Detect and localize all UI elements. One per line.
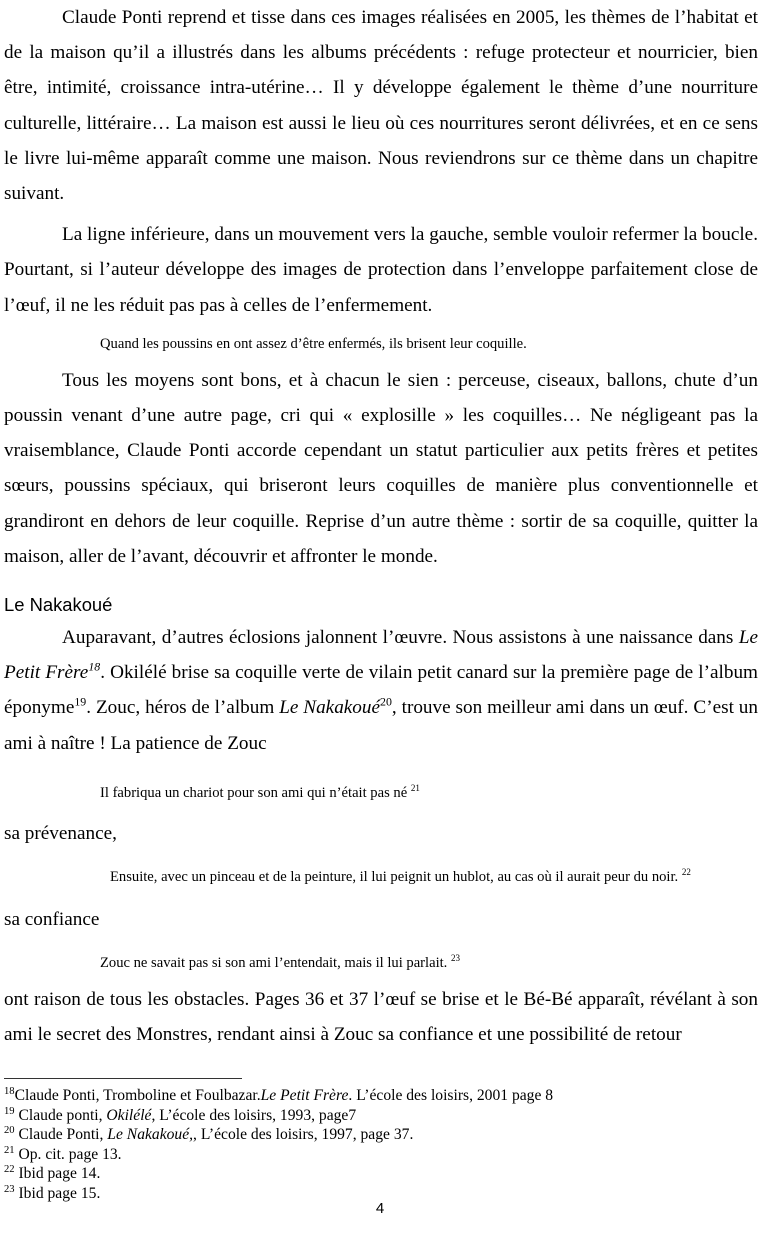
footnote-text-before: Op. cit. page 13. bbox=[14, 1145, 122, 1163]
footnote-ref-18[interactable]: 18 bbox=[88, 659, 101, 674]
spacer bbox=[4, 806, 758, 816]
spacer bbox=[4, 937, 758, 951]
paragraph-4-part-a: Auparavant, d’autres éclosions jalonnent l’œuvre. Nous assistons à une naissance dans bbox=[62, 627, 739, 649]
paragraph-2: La ligne inférieure, dans un mouvement vers la gauche, semble vouloir refermer la boucle. Pourtant, si l’auteur développe des images de protection dans l’enveloppe parfaitement close de l’œuf, il ne les réduit pas pas à celles de l’enfermement. bbox=[4, 224, 758, 316]
block-quote-3 bbox=[4, 865, 758, 890]
section-heading-le-nakakoue: Le Nakakoué bbox=[4, 594, 113, 616]
footnote-ref-19[interactable]: 19 bbox=[74, 695, 87, 710]
block-quote-4 bbox=[4, 951, 758, 976]
footnote-marker: 18 bbox=[4, 1085, 15, 1097]
spacer bbox=[4, 851, 758, 865]
footnote-ref-22[interactable]: 22 bbox=[681, 867, 691, 878]
block-quote-1: Quand les poussins en ont assez d’être enfermés, ils brisent leur coquille. bbox=[100, 335, 527, 352]
spacer bbox=[4, 890, 758, 902]
paragraph-3: Tous les moyens sont bons, et à chacun le sien : perceuse, ciseaux, ballons, chute d’un poussin venant d’une autre page, cri qui « explosille » les coquilles… Ne négligeant pas la vraisemblance, Claude Ponti accorde cependant un statut particulier aux petits frères et petites sœurs, poussins spéciaux, qui briseront leurs coquilles de manière plus conventionnelle et grandiront en dehors de leur coquille. Reprise d’un autre thème : sortir de sa coquille, quitter la maison, aller de l’avant, découvrir et affronter le monde. bbox=[4, 369, 758, 567]
page-content bbox=[4, 0, 758, 1053]
book-title-text: Le Petit Frère bbox=[4, 627, 758, 684]
footnote-text-before: Claude ponti, bbox=[14, 1106, 107, 1124]
block-quote-2-text: Il fabriqua un chariot pour son ami qui n’était pas né bbox=[100, 784, 411, 801]
footnote-item bbox=[4, 1086, 758, 1106]
paragraph-4-part-c: . Zouc, héros de l’album bbox=[86, 697, 280, 719]
footnote-ref-23[interactable]: 23 bbox=[450, 953, 461, 964]
block-quote-3-text: Ensuite, avec un pinceau et de la peinture, il lui peignit un hublot, au cas où il aurait peur du noir. bbox=[110, 869, 682, 886]
spacer bbox=[4, 574, 758, 590]
spacer bbox=[4, 761, 758, 781]
footnote-text-before: Claude Ponti, Tromboline et Foulbazar. bbox=[14, 1087, 261, 1104]
footnote-marker: 23 bbox=[4, 1183, 15, 1195]
footnote-separator-rule bbox=[4, 1078, 242, 1079]
footnote-ref-20[interactable]: 20 bbox=[380, 695, 392, 710]
footnote-item bbox=[4, 1106, 758, 1126]
footnote-italic-title: Okilélé bbox=[106, 1106, 152, 1124]
footnote-text-after: , L’école des loisirs, 1993, page7 bbox=[151, 1106, 357, 1124]
footnote-text-after: . L’école des loisirs, 2001 page 8 bbox=[348, 1087, 554, 1104]
paragraph-4 bbox=[4, 620, 758, 761]
footnote-ref-21[interactable]: 21 bbox=[410, 783, 420, 793]
footnote-text-before: Ibid page 14. bbox=[14, 1165, 101, 1183]
page-number: 4 bbox=[375, 1200, 385, 1217]
footnote-item bbox=[4, 1125, 758, 1145]
footnote-text-after: , L’école des loisirs, 1997, page 37. bbox=[193, 1126, 414, 1144]
footnote-text-before: Claude Ponti, bbox=[14, 1126, 108, 1144]
footnote-item bbox=[4, 1164, 758, 1184]
footnote-marker: 20 bbox=[4, 1125, 15, 1136]
footnote-marker: 21 bbox=[4, 1144, 15, 1156]
footnote-text-before: Ibid page 15. bbox=[14, 1184, 101, 1202]
paragraph-1: Claude Ponti reprend et tisse dans ces images réalisées en 2005, les thèmes de l’habitat et de la maison qu’il a illustrés dans les albums précédents : refuge protecteur et nourricier, bien être, intimité, croissance intra-utérine… Il y développe également le thème d’une nourriture culturelle, littéraire… La maison est aussi le lieu où ces nourritures seront délivrées, et en ce sens le livre lui-même apparaît comme une maison. Nous reviendrons sur ce thème dans un chapitre suivant. bbox=[4, 7, 758, 205]
paragraph-4-part-d: , trouve son meilleur ami dans un œuf. C’est un ami à naître ! La patience de Zouc bbox=[4, 697, 758, 754]
book-title-le-nakakoue: Le Nakakoué bbox=[279, 697, 381, 719]
paragraph-4-part-b: . Okilélé brise sa coquille verte de vilain petit canard sur la première page de l’album éponyme bbox=[4, 662, 758, 719]
runon-line-1: sa prévenance, bbox=[4, 822, 117, 844]
footnote-marker: 19 bbox=[4, 1105, 15, 1117]
paragraph-final: ont raison de tous les obstacles. Pages 36 et 37 l’œuf se brise et le Bé-Bé apparaît, révélant à son ami le secret des Monstres, rendant ainsi à Zouc sa confiance et une possibilité de retour bbox=[4, 989, 758, 1046]
footnote-item bbox=[4, 1145, 758, 1165]
spacer bbox=[4, 323, 758, 332]
footnote-marker: 22 bbox=[4, 1164, 15, 1176]
footnote-italic-title: Le Nakakoué, bbox=[107, 1126, 194, 1144]
footnote-italic-title: Le Petit Frère bbox=[260, 1087, 349, 1104]
block-quote-4-text: Zouc ne savait pas si son ami l’entendait, mais il lui parlait. bbox=[100, 955, 451, 972]
runon-line-2: sa confiance bbox=[4, 909, 100, 931]
block-quote-2 bbox=[4, 781, 758, 806]
footnotes-section bbox=[4, 1078, 758, 1204]
